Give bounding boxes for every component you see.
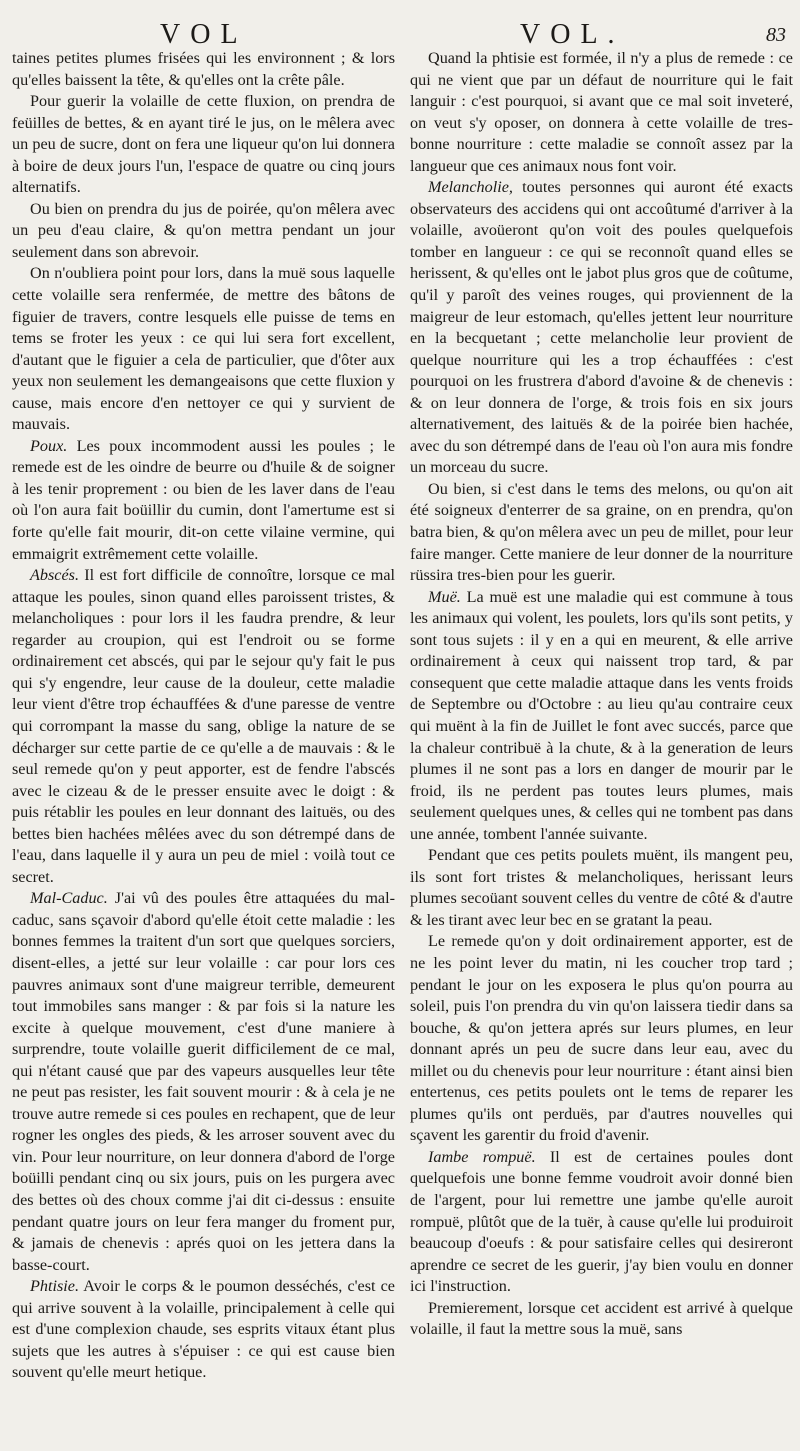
running-head-left: VOL (160, 19, 248, 50)
paragraph (410, 845, 793, 931)
paragraph (12, 48, 395, 91)
section-keyword: Muë. (428, 587, 461, 606)
paragraph (410, 1298, 793, 1341)
page-header (0, 18, 800, 52)
right-column (410, 48, 793, 1443)
section-keyword: Iambe rompuë. (428, 1147, 536, 1166)
page-number: 83 (766, 24, 786, 46)
paragraph-text: Ou bien, si c'est dans le tems des melons, ou qu'on ait été soigneux d'enterrer de sa graine, on en prendra, qu'on batra bien, & qu'on mêlera avec un peu de millet, pour leur faire manger. Cette maniere de leur donner de la nourriture rüssira tres-bien pour les guerir. (410, 479, 793, 585)
paragraph-text: Ou bien on prendra du jus de poirée, qu'on mêlera avec un peu d'eau claire, & qu'on mettra pendant un jour seulement dans son abrevoir. (12, 199, 395, 261)
section-keyword: Mal-Caduc. (30, 889, 108, 908)
paragraph (12, 565, 395, 888)
paragraph-text: Avoir le corps & le poumon desséchés, c'est ce qui arrive souvent à la volaille, principalement à celle qui est d'une complexion chaude, ses esprits vitaux étant plus sujets que les autres à s'épuiser : ce qui est cause bien souvent qu'elle meurt hetique. (12, 1277, 395, 1382)
paragraph-text: J'ai vû des poules être attaquées du mal-caduc, sans sçavoir d'abord qu'elle étoit cette maladie : les bonnes femmes la traitent d'un sort que quelques sorciers, disent-elles, a jetté sur leur volaille : car pour lors ces pauvres animaux sont d'une maigreur terrible, demeurent tout immobiles sans manger : & par fois si la nature les excite à quelque mouvement, c'est d'une maniere à surprendre, toute volaille guerit difficilement de ce mal, qui n'étant causé que par des vapeurs ausquelles leur tête ne peut pas resister, les fait souvent mourir : & à cela je ne trouve autre remede si ces poules en rechapent, que de leur rogner les ongles des pieds, & les arroser souvent avec du vin. Pour leur nourriture, on leur donnera d'abord de l'orge boüilli pendant cinq ou six jours, puis on les purgera avec des bettes où des choux comme j'ai dit ci-dessus : ensuite pendant quatre jours on leur fera manger du froment pur, & jamais de chenevis : aprés quoi on les jettera dans la basse-court. (12, 889, 395, 1274)
section-keyword: Phtisie. (30, 1277, 80, 1296)
section-keyword: Poux. (30, 436, 68, 455)
paragraph-text: Premierement, lorsque cet accident est arrivé à quelque volaille, il faut la mettre sous la muë, sans (410, 1298, 793, 1339)
paragraph-text: On n'oubliera point pour lors, dans la muë sous laquelle cette volaille sera renfermée, de mettre des bâtons de figuier de travers, contre lesquels elle puisse de tems en tems se froter les yeux : ce qui lui sera fort excellent, d'autant que le figuier a cela de particulier, que d'ôter aux yeux non seulement les demangeaisons que cette fluxion y cause, mais encore d'en nettoyer ce qui y survient de mauvais. (12, 264, 395, 434)
paragraph-text: Il est de certaines poules dont quelquefois une bonne femme voudroit avoir donné bien de l'argent, pour lui remettre une jambe qu'elle auroit rompuë, plûtôt que de la tuër, à cause qu'elle lui produiroit beaucoup d'oeufs : & pour satisfaire celles qui desireront aprendre ce secret de les guerir, j'ay bien voulu en donner ici l'instruction. (410, 1147, 793, 1296)
paragraph (12, 199, 395, 264)
paragraph (410, 587, 793, 846)
paragraph-text: toutes personnes qui auront été exacts observateurs des accidens qui ont accoûtumé d'arriver à la volaille, avoüeront qu'on voit des poules quelquefois tomber en langueur : ce qui se reconnoît quand elles se herissent, & qu'elles ont le jabot plus gros que de coûtume, qu'il y paroît des veines rouges, qui proviennent de la maigreur de leur estomach, qu'elles jettent leur nourriture en la becquetant ; cette melancholie leur provient de quelque nourriture qui les a trop échauffées : c'est pourquoi on les frustrera d'abord d'avoine & de chenevis : & on leur donnera de l'orge, & trois fois en six jours alternativement, des laituës & de la poirée bien hachée, avec du son détrempé dans de l'eau où l'on aura mis fondre un morceau du sucre. (410, 178, 793, 477)
paragraph (410, 1147, 793, 1298)
paragraph-text: Quand la phtisie est formée, il n'y a plus de remede : ce qui ne vient que par un défaut de nourriture qui le fait languir : c'est pourquoi, si avant que ce mal soit inveteré, on veut s'y oposer, on donnera à cette volaille de tres-bonne nourriture : cette maladie se connoît assez par la langueur que ces animaux nous font voir. (410, 49, 793, 175)
paragraph (12, 888, 395, 1276)
paragraph-text: Le remede qu'on y doit ordinairement apporter, est de ne les point lever du matin, ni les coucher trop tard ; pendant le jour on les exposera le plus qu'on pourra au soleil, puis l'on prendra du vin qu'on laissera tiedir dans sa bouche, & qu'on jettera aprés sur leurs plumes, en leur donnant aprés un peu de sucre dans leur eau, avec du millet ou du chenevis pour leur nourriture : étant ainsi bien entertenus, ces petits poulets ont le tems de reparer les plumes qu'ils ont perduës, par d'autres nouvelles qui sçavent les garentir du froid d'avenir. (410, 932, 793, 1145)
paragraph (12, 436, 395, 565)
left-column (12, 48, 395, 1443)
section-keyword: Melancholie, (428, 178, 513, 197)
paragraph (410, 479, 793, 587)
paragraph-text: La muë est une maladie qui est commune à tous les animaux qui volent, les poulets, lors qu'ils sont petits, y sont tous sujets : il y en a qui en meurent, & elle arrive ordinairement à ceux qui naissent trop tard, & par consequent que cette maladie attaque dans les vents froids de Septembre ou d'Octobre : au lieu qu'au contraire ceux qui muënt à la fin de Juillet le font avec succés, parce que la chaleur contribuë à la chute, & à la generation de leurs plumes il ne sont pas a lors en danger de mourir par le froid, ils ne perdent pas toutes leurs plumes, mais seulement quelques unes, & celles qui ne tombent pas dans une année, tombent l'année suivante. (410, 587, 793, 843)
paragraph-text: Les poux incommodent aussi les poules ; le remede est de les oindre de beurre ou d'huile & de soigner à les tenir proprement : ou bien de les laver dans de l'eau où l'on aura fait boüillir du cumin, dont l'amertume est si forte qu'elle fait mourir, dit-on cette vilaine vermine, qui emmaigrit extrêmement cette volaille. (12, 436, 395, 563)
paragraph (410, 177, 793, 479)
paragraph (12, 91, 395, 199)
section-keyword: Abscés. (30, 566, 79, 585)
paragraph-text: Pendant que ces petits poulets muënt, ils mangent peu, ils sont fort tristes & melancholiques, herissant leurs plumes secoüant souvent celles du ventre de côté & d'autre & les tirant avec leur bec en se gratant la peau. (410, 846, 793, 929)
running-head-right: VOL. (520, 19, 625, 50)
paragraph (12, 1276, 395, 1384)
paragraph-text: taines petites plumes frisées qui les environnent ; & lors qu'elles baissent la tête, & qu'elles ont la crête pâle. (12, 49, 395, 89)
paragraph-text: Pour guerir la volaille de cette fluxion, on prendra de feüilles de bettes, & en ayant tiré le jus, on le mêlera avec un peu de sucre, dont on fera une liqueur qu'on lui donnera à boire de deux jours l'un, l'espace de quatre ou cinq jours alternatifs. (12, 92, 395, 197)
paragraph-text: Il est fort difficile de connoître, lorsque ce mal attaque les poules, sinon quand elles paroissent tristes, & melancholiques : pour lors il les faudra prendre, & leur regarder au croupion, qui est l'endroit ou se forme ordinairement cet abscés, qui par le sejour qu'y fait le pus qui s'y engendre, leur cause de la douleur, cette maladie leur vient d'être trop échauffées & d'une paresse de ventre qui corrompant la masse du sang, oblige la nature de se décharger sur cette partie de ce qu'elle a de mauvais : & le seul remede qu'on y peut apporter, est de fendre l'abscés avec le cizeau & de le presser ensuite avec le doigt : & puis rétablir les poules en leur donnant des laituës, ou des bettes bien hachées mêlées avec du son détrempé dans de l'eau, dans laquelle il y aura un peu de miel : voilà tout ce secret. (12, 566, 395, 886)
paragraph (12, 263, 395, 435)
paragraph (410, 48, 793, 177)
paragraph (410, 931, 793, 1146)
